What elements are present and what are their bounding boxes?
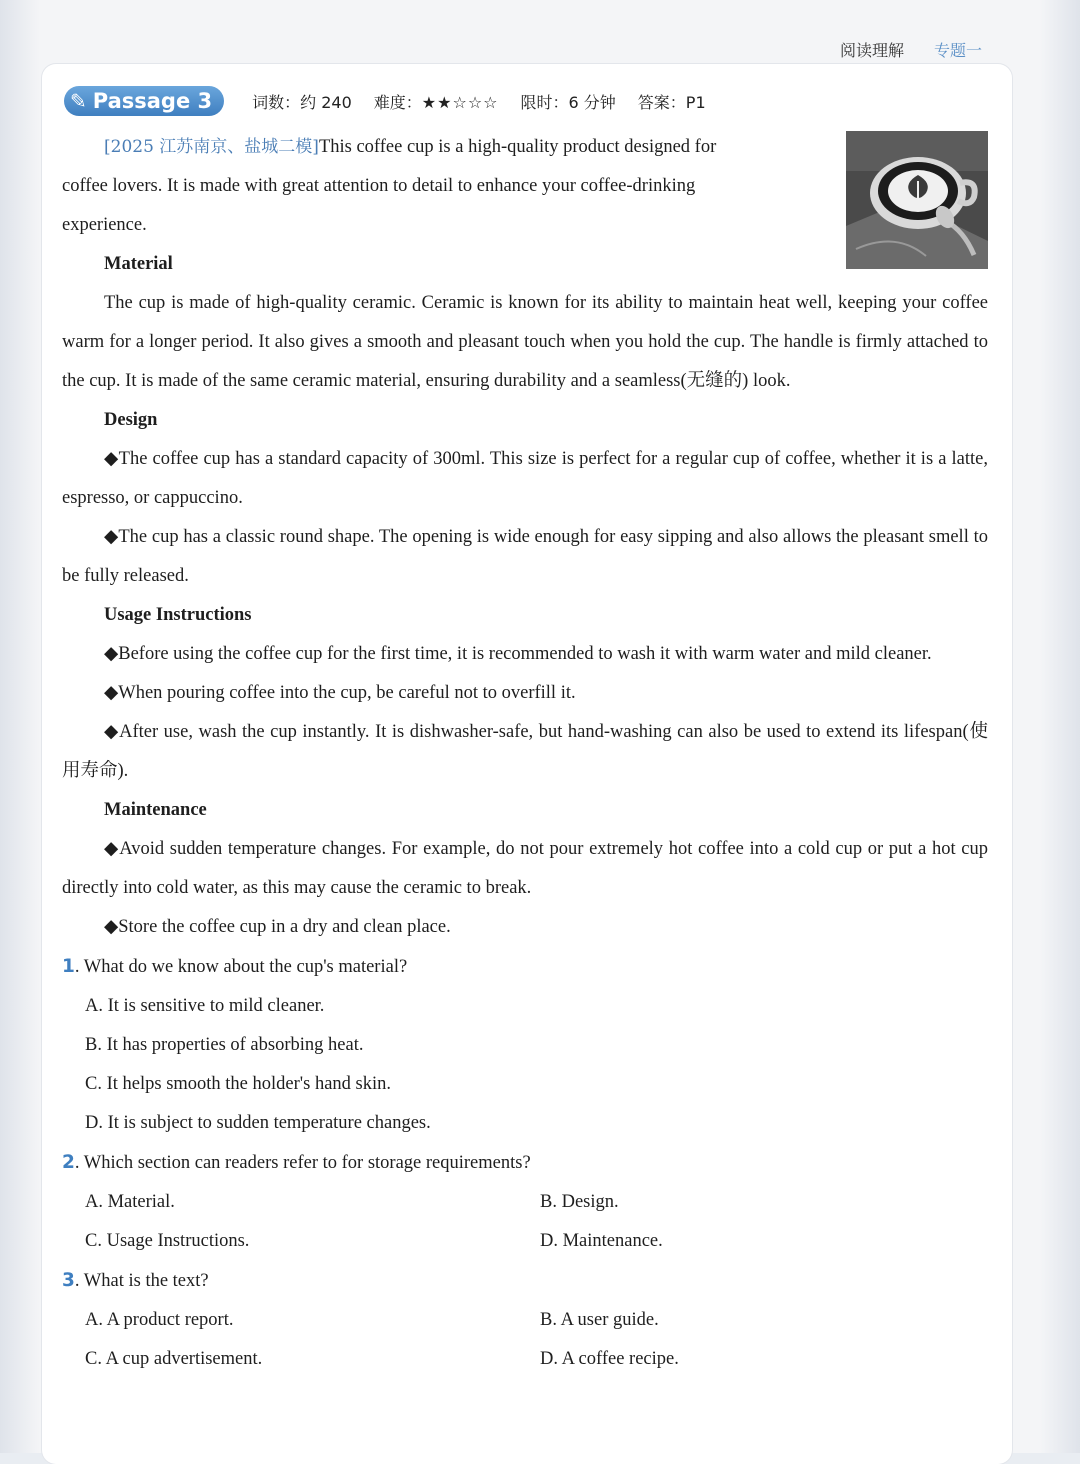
time-limit: 限时：6 分钟 [520,92,616,112]
running-head-topic: 专题一 [933,41,982,60]
usage-bullet-2: ◆When pouring coffee into the cup, be careful not to overfill it. [104,683,576,703]
passage-header [64,86,728,116]
word-count: 词数：约 240 [252,92,352,112]
q1-option-b[interactable]: B. It has properties of absorbing heat. [85,1035,364,1055]
question-1-number: 1 [62,956,75,977]
intro-line-2: coffee lovers. It is made with great attention to detail to enhance your coffee-drinking [62,176,696,196]
maintenance-bullet-1: ◆Avoid sudden temperature changes. For example, do not pour extremely hot coffee into a cold cup or put a hot cup directly into cold water, as this may cause the ceramic to break. [62,839,988,898]
maintenance-bullet-2: ◆Store the coffee cup in a dry and clean place. [104,917,451,937]
q3-option-b[interactable]: B. A user guide. [540,1310,659,1330]
q3-options-row-1 [62,1301,988,1340]
intro-text-1: This coffee cup is a high-quality product designed for [318,137,717,157]
q2-options-row-1 [62,1183,988,1222]
usage-heading: Usage Instructions [104,605,252,625]
q2-option-d[interactable]: D. Maintenance. [540,1231,663,1251]
question-1-stem: . What do we know about the cup's material? [74,957,408,977]
q3-option-c[interactable]: C. A cup advertisement. [85,1349,263,1369]
intro-line-3: experience. [62,215,147,235]
question-3-number: 3 [62,1270,75,1291]
body-block [62,245,988,1379]
material-paragraph: The cup is made of high-quality ceramic. Ceramic is known for its ability to maintain heat well, keeping your coffee warm for a longer period. It also gives a smooth and pleasant touch when you hold the cup. The handle is firmly attached to the cup. It is made of the same ceramic material, ensuring durability and a seamless(无缝的) look. [62,293,988,391]
difficulty [374,90,499,113]
question-2-stem: . Which section can readers refer to for storage requirements? [74,1153,531,1173]
q2-options-row-2 [62,1222,988,1261]
usage-bullet-3: ◆After use, wash the cup instantly. It is dishwasher-safe, but hand-washing can also be used to extend its lifespan(使用寿命). [62,722,988,781]
maintenance-heading: Maintenance [104,800,207,820]
q1-option-c[interactable]: C. It helps smooth the holder's hand skin. [85,1074,391,1094]
difficulty-label: 难度： [373,92,422,112]
source-tag: [2025 江苏南京、盐城二模] [104,137,319,157]
intro-block [62,128,988,245]
q3-option-a[interactable]: A. A product report. [85,1310,234,1330]
answer-ref: 答案：P1 [637,92,706,112]
q2-option-b[interactable]: B. Design. [540,1192,619,1212]
material-heading: Material [104,254,173,274]
pen-icon: ✎ [70,89,87,113]
running-head-section: 阅读理解 [839,41,904,60]
q2-option-c[interactable]: C. Usage Instructions. [85,1231,250,1251]
question-3-stem: . What is the text? [74,1271,209,1291]
page-card [42,64,1012,1464]
passage-badge-label: Passage 3 [92,89,213,113]
difficulty-stars: ★★☆☆☆ [421,92,499,112]
design-heading: Design [104,410,158,430]
question-1 [62,947,988,987]
q1-option-a[interactable]: A. It is sensitive to mild cleaner. [85,996,325,1016]
intro-line-1 [62,128,822,167]
running-head [840,38,982,61]
question-2 [62,1143,988,1183]
usage-bullet-1: ◆Before using the coffee cup for the first time, it is recommended to wash it with warm water and mild cleaner. [104,644,932,664]
design-bullet-2: ◆The cup has a classic round shape. The opening is wide enough for easy sipping and also allows the pleasant smell to be fully released. [62,527,988,586]
passage-badge [64,86,224,116]
design-bullet-1: ◆The coffee cup has a standard capacity of 300ml. This size is perfect for a regular cup of coffee, whether it is a latte, espresso, or cappuccino. [62,449,988,508]
q2-option-a[interactable]: A. Material. [85,1192,175,1212]
q3-option-d[interactable]: D. A coffee recipe. [540,1349,679,1369]
question-3 [62,1261,988,1301]
q1-option-d[interactable]: D. It is subject to sudden temperature changes. [85,1113,431,1133]
question-2-number: 2 [62,1152,75,1173]
q3-options-row-2 [62,1340,988,1379]
